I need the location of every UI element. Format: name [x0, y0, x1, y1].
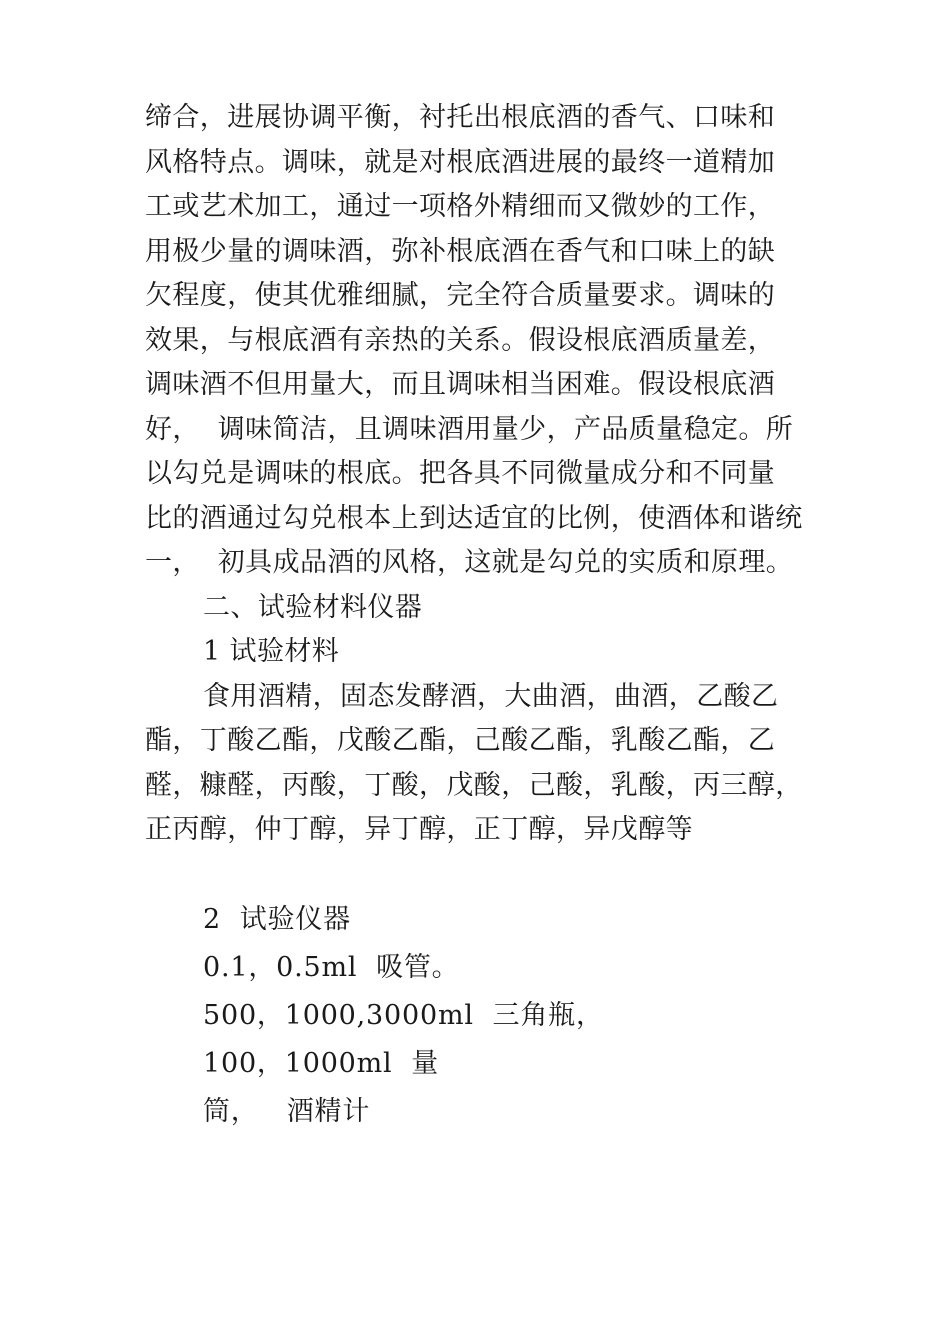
paragraph-line: 缔合，进展协调平衡，衬托出根底酒的香气、口味和: [145, 102, 776, 133]
paragraph-line: 欠程度，使其优雅细腻，完全符合质量要求。调味的: [145, 280, 776, 311]
materials-line: 酯，丁酸乙酯，戊酸乙酯，己酸乙酯，乳酸乙酯，乙: [145, 725, 776, 756]
instrument-item: 筒， 酒精计: [203, 1096, 371, 1127]
subheading-materials: 1 试验材料: [203, 636, 340, 667]
instrument-item: 500，1000,3000ml 三角瓶，: [203, 1000, 604, 1031]
paragraph-line: 风格特点。调味，就是对根底酒进展的最终一道精加: [145, 146, 776, 178]
instruments-block: [145, 896, 825, 1136]
materials-line: 正丙醇，仲丁醇，异丁醇，正丁醇，异戊醇等: [145, 814, 693, 845]
paragraph-line: 调味酒不但用量大，而且调味相当困难。假设根底酒: [145, 369, 776, 400]
paragraph-line: 以勾兑是调味的根底。把各具不同微量成分和不同量: [145, 458, 776, 489]
paragraph-line: 比的酒通过勾兑根本上到达适宜的比例，使酒体和谐统: [145, 502, 803, 534]
materials-line: 醛，糠醛，丙酸，丁酸，戊酸，己酸，乳酸，丙三醇，: [145, 769, 803, 801]
materials-line: 食用酒精，固态发酵酒，大曲酒，曲酒，乙酸乙: [203, 680, 779, 712]
document-body: [145, 96, 825, 853]
paragraph-line: 用极少量的调味酒，弥补根底酒在香气和口味上的缺: [145, 235, 776, 267]
instrument-item: 100，1000ml 量: [203, 1048, 440, 1079]
paragraph-line: 一， 初具成品酒的风格，这就是勾兑的实质和原理。: [145, 547, 794, 578]
instrument-item: 0.1，0.5ml 吸管。: [203, 952, 460, 983]
paragraph-line: 好， 调味简洁，且调味酒用量少，产品质量稳定。所: [145, 413, 794, 445]
paragraph-line: 效果，与根底酒有亲热的关系。假设根底酒质量差，: [145, 324, 776, 356]
section-heading: 二、试验材料仪器: [203, 591, 423, 623]
subheading-instruments: 2 试验仪器: [203, 904, 351, 935]
paragraph-line: 工或艺术加工，通过一项格外精细而又微妙的工作，: [145, 191, 776, 222]
